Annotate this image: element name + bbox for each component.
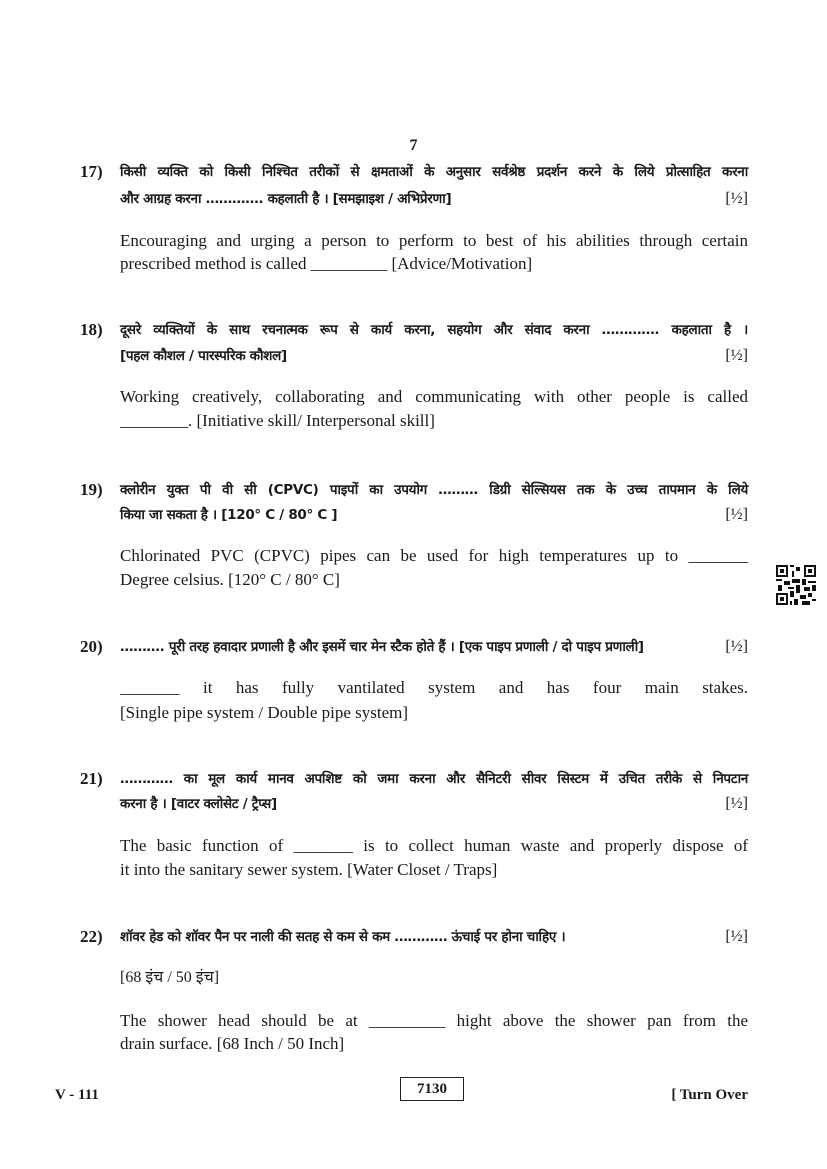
page-number: 7: [409, 137, 418, 154]
paper-code: V - 111: [55, 1087, 99, 1103]
question-english-line: Chlorinated PVC (CPVC) pipes can be used for high temperatures up to _______: [120, 546, 748, 565]
question-english-line: Degree celsius. [120° C / 80° C]: [120, 570, 340, 589]
qr-code-icon: [776, 565, 816, 605]
question-english-line: Working creatively, collaborating and communicating with other people is called: [120, 387, 748, 406]
question-hindi-line: और आग्रह करना …………. कहलाती है । [समझाइश / अभिप्रेरणा]: [120, 191, 452, 207]
question-options: [68 इंच / 50 इंच]: [120, 969, 220, 986]
question-english-line: it into the sanitary sewer system. [Water Closet / Traps]: [120, 860, 498, 879]
question-hindi-line: ………… का मूल कार्य मानव अपशिष्ट को जमा करना और सैनिटरी सीवर सिस्टम में उचित तरीके से निपटान: [120, 771, 748, 787]
marks: [½]: [725, 190, 748, 207]
question-english-line: prescribed method is called _________ [Advice/Motivation]: [120, 254, 533, 273]
question-hindi-line: शॉवर हेड को शॉवर पैन पर नाली की सतह से कम से कम ………… ऊंचाई पर होना चाहिए ।: [120, 929, 566, 945]
marks: [½]: [725, 928, 748, 945]
question-hindi-line: [पहल कौशल / पारस्परिक कौशल]: [120, 348, 287, 364]
question-hindi-line: किसी व्यक्ति को किसी निश्चित तरीकों से क्षमताओं के अनुसार सर्वश्रेष्ठ प्रदर्शन करने के लिये प्रोत्साहित करना: [120, 164, 748, 180]
question-english-line: ________. [Initiative skill/ Interpersonal skill]: [120, 411, 435, 430]
question-hindi-line: ………. पूरी तरह हवादार प्रणाली है और इसमें चार मेन स्टैक होते हैं । [एक पाइप प्रणाली / दो पाइप प्रणाली]: [120, 639, 644, 655]
question-number: 21): [80, 769, 103, 788]
question-english-line: Encouraging and urging a person to perform to best of his abilities through certain: [120, 231, 748, 250]
question-english-line: The shower head should be at _________ hight above the shower pan from the: [120, 1011, 748, 1030]
marks: [½]: [725, 638, 748, 655]
question-number: 17): [80, 162, 103, 181]
question-number: 22): [80, 927, 103, 946]
question-english-line: The basic function of _______ is to collect human waste and properly dispose of: [120, 836, 748, 855]
marks: [½]: [725, 347, 748, 364]
question-hindi-line: क्लोरीन युक्त पी वी सी (CPVC) पाइपों का उपयोग ……… डिग्री सेल्सियस तक के उच्च तापमान के लिये: [120, 482, 748, 498]
question-hindi-line: करना है । [वाटर क्लोसेट / ट्रैप्स]: [120, 796, 277, 812]
marks: [½]: [725, 795, 748, 812]
question-number: 20): [80, 637, 103, 656]
page-code-box: 7130: [400, 1077, 464, 1101]
question-english-line: drain surface. [68 Inch / 50 Inch]: [120, 1034, 345, 1053]
question-number: 18): [80, 320, 103, 339]
turn-over: [ Turn Over: [671, 1087, 748, 1103]
question-hindi-line: किया जा सकता है । [120° C / 80° C ]: [120, 507, 338, 523]
marks: [½]: [725, 506, 748, 523]
question-hindi-line: दूसरे व्यक्तियों के साथ रचनात्मक रूप से कार्य करना, सहयोग और संवाद करना …………. कहलाता है ।: [120, 322, 748, 338]
question-english-line: _______ it has fully vantilated system and has four main stakes.: [120, 678, 748, 697]
question-number: 19): [80, 480, 103, 499]
question-english-line: [Single pipe system / Double pipe system]: [120, 703, 409, 722]
